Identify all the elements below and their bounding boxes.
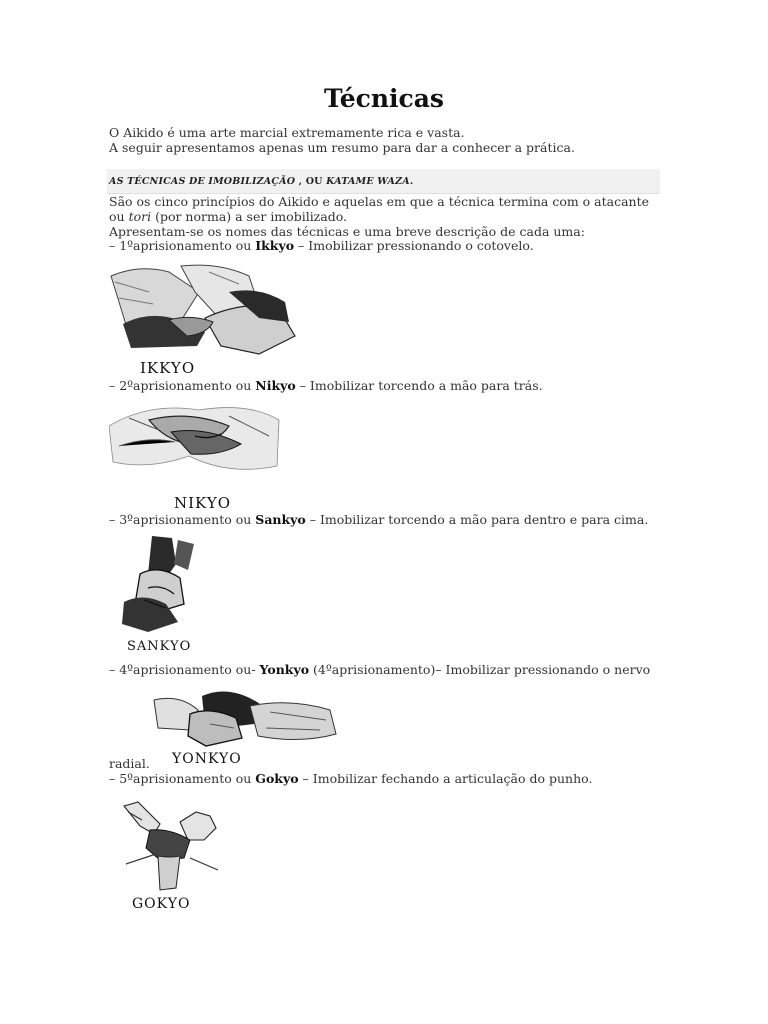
page-title: Técnicas	[323, 84, 445, 113]
caption-yonkyo: YONKYO	[172, 751, 242, 767]
caption-nikyo: NIKYO	[174, 494, 232, 512]
caption-ikkyo: IKKYO	[140, 359, 196, 377]
technique-prefix: – 4ºaprisionamento ou-	[109, 662, 260, 677]
technique-desc: (4ºaprisionamento)– Imobilizar pressionando o nervo	[309, 662, 651, 677]
nikyo-illustration	[109, 396, 281, 496]
technique-name: Sankyo	[255, 512, 306, 527]
technique-name: Yonkyo	[259, 662, 310, 677]
yonkyo-illustration	[150, 684, 342, 752]
section-heading-part1: AS TÉCNICAS DE IMOBILIZAÇÃO	[109, 176, 296, 187]
technique-desc: – Imobilizar torcendo a mão para trás.	[295, 378, 543, 393]
technique-line-ikkyo	[109, 238, 534, 253]
para-rest: (por norma) a ser imobilizado.	[151, 209, 348, 224]
technique-prefix: – 3ºaprisionamento ou	[109, 512, 256, 527]
section-heading-sep: , OU	[295, 176, 327, 187]
caption-sankyo: SANKYO	[127, 639, 192, 654]
para-or: ou	[109, 209, 129, 224]
section-heading-part2: KATAME WAZA.	[326, 176, 414, 187]
intro-line-1: O Aikido é uma arte marcial extremamente rica e vasta.	[109, 125, 465, 140]
intro-line-2: A seguir apresentamos apenas um resumo para dar a conhecer a prática.	[109, 140, 575, 155]
technique-prefix: – 2ºaprisionamento ou	[109, 378, 256, 393]
section-heading	[109, 176, 413, 187]
technique-prefix: – 1ºaprisionamento ou	[109, 238, 256, 253]
technique-desc: – Imobilizar pressionando o cotovelo.	[294, 238, 534, 253]
technique-desc: – Imobilizar fechando a articulação do punho.	[298, 771, 593, 786]
section-para-line-1: São os cinco princípios do Aikido e aquelas em que a técnica termina com o atacante	[109, 194, 650, 209]
technique-line-nikyo	[109, 378, 543, 393]
technique-name: Gokyo	[255, 771, 299, 786]
technique-name: Nikyo	[255, 378, 296, 393]
section-para-line-3: Apresentam-se os nomes das técnicas e uma breve descrição de cada uma:	[109, 224, 585, 239]
ikkyo-illustration	[109, 262, 301, 358]
para-tori: tori	[128, 209, 152, 224]
technique-name: Ikkyo	[255, 238, 295, 253]
caption-gokyo: GOKYO	[132, 896, 191, 912]
section-para-line-2	[109, 209, 347, 224]
technique-line-sankyo	[109, 512, 648, 527]
sankyo-illustration	[118, 534, 200, 634]
technique-line-gokyo	[109, 771, 592, 786]
gokyo-illustration	[120, 800, 224, 892]
technique-line-yonkyo-cont: radial.	[109, 756, 150, 771]
technique-line-yonkyo	[109, 662, 650, 677]
technique-prefix: – 5ºaprisionamento ou	[109, 771, 256, 786]
technique-desc: – Imobilizar torcendo a mão para dentro e para cima.	[305, 512, 649, 527]
